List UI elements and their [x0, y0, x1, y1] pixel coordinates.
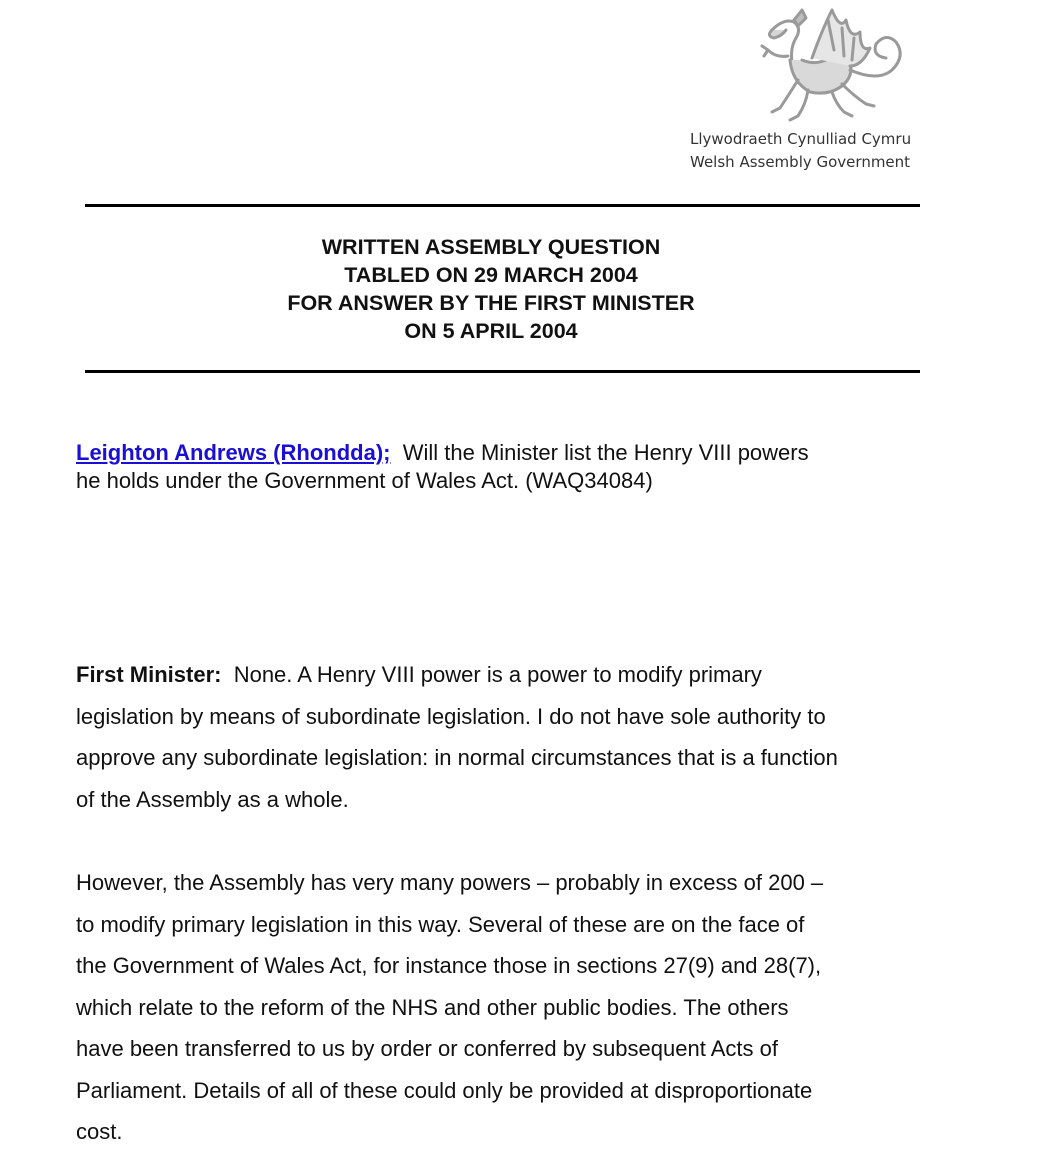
answer-line: cost.: [76, 1119, 123, 1144]
logo-text-welsh: Llywodraeth Cynulliad Cymru: [690, 130, 912, 148]
document-heading: [85, 233, 897, 345]
answer-label: First Minister:: [76, 662, 222, 687]
answer-line: the Government of Wales Act, for instance those in sections 27(9) and 28(7),: [76, 953, 822, 978]
question-text-1: Will the Minister list the Henry VIII powers: [402, 440, 809, 465]
heading-line-4: ON 5 APRIL 2004: [404, 319, 578, 343]
bottom-divider: [85, 370, 920, 373]
answer-line: legislation by means of subordinate legislation. I do not have sole authority to: [76, 703, 826, 729]
government-logo-text: [690, 128, 930, 174]
answer-block: [76, 654, 956, 1153]
welsh-dragon-logo-icon: [732, 0, 912, 126]
logo-text-english: Welsh Assembly Government: [690, 153, 911, 171]
question-line-1: [76, 439, 956, 467]
answer-line: to modify primary legislation in this way. Several of these are on the face of: [76, 911, 805, 937]
answer-line: which relate to the reform of the NHS and other public bodies. The others: [76, 994, 789, 1020]
answer-line: have been transferred to us by order or conferred by subsequent Acts of: [76, 1036, 778, 1061]
heading-line-1: WRITTEN ASSEMBLY QUESTION: [321, 235, 661, 259]
asker-link[interactable]: Leighton Andrews (Rhondda);: [76, 440, 391, 465]
answer-line: Parliament. Details of all of these could only be provided at disproportionate: [76, 1077, 813, 1103]
answer-line: However, the Assembly has very many powers – probably in excess of 200 –: [76, 870, 824, 895]
answer-line: approve any subordinate legislation: in normal circumstances that is a function: [76, 745, 838, 770]
heading-line-3: FOR ANSWER BY THE FIRST MINISTER: [287, 291, 695, 315]
answer-text: None. A Henry VIII power is a power to modify primary: [233, 662, 762, 687]
top-divider: [85, 204, 920, 207]
heading-line-2: TABLED ON 29 MARCH 2004: [344, 263, 638, 287]
answer-line-1: [76, 654, 956, 696]
answer-paragraph-2: [76, 862, 956, 1153]
answer-line: of the Assembly as a whole.: [76, 786, 349, 812]
question-block: [76, 439, 956, 495]
question-text-2: he holds under the Government of Wales Act. (WAQ34084): [76, 468, 653, 493]
answer-paragraph-1: [76, 654, 956, 820]
